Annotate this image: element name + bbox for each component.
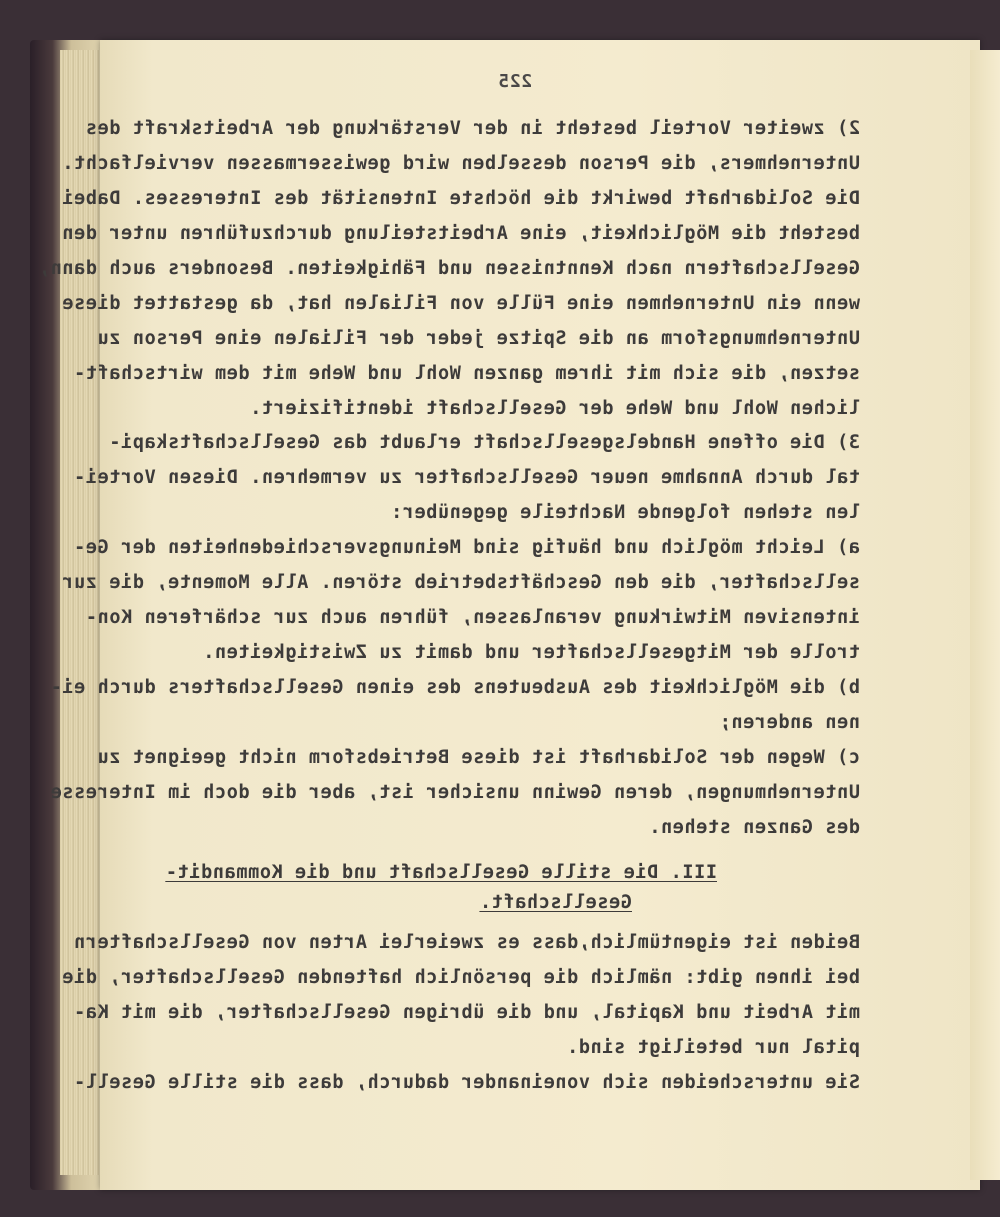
text-line: len stehen folgende Nachteile gegenüber:: [390, 502, 860, 523]
text-line: wenn ein Unternehmen eine Fülle von Filialen hat, da gestattet diese: [61, 293, 860, 314]
text-line: lichen Wohl und Wehe der Gesellschaft identifiziert.: [249, 398, 860, 419]
text-line: a) Leicht möglich und häufig sind Meinungsverschiedenheiten der Ge-: [73, 537, 860, 558]
text-line: 3) Die offene Handelsgesellschaft erlaubt das Gesellschaftskapi-: [108, 432, 860, 453]
text-line: pital nur beteiligt sind.: [566, 1037, 860, 1058]
text-line: bei ihnen gibt: nämlich die persönlich haftenden Gesellschafter, die: [61, 967, 860, 988]
text-line: nen anderen;: [719, 712, 860, 733]
text-line: des Ganzen stehen.: [648, 817, 860, 838]
text-line: besteht die Möglichkeit, eine Arbeitsteilung durchzuführen unter den: [61, 223, 860, 244]
text-line: 2) zweiter Vorteil besteht in der Verstärkung der Arbeitskraft des: [85, 118, 860, 139]
text-line: Sie unterscheiden sich voneinander dadurch, dass die stille Gesell-: [73, 1072, 860, 1093]
text-line: Unternehmungen, deren Gewinn unsicher ist, aber die doch im Interesse: [50, 782, 860, 803]
text-line: tal durch Annahme neuer Gesellschafter zu vermehren. Diesen Vortei-: [73, 467, 860, 488]
text-line: Beiden ist eigentümlich,dass es zweierlei Arten von Gesellschaftern: [73, 932, 860, 953]
text-line: intensiven Mitwirkung veranlassen, führen auch zur schärferen Kon-: [85, 607, 860, 628]
section-heading-continuation: Gesellschaft.: [479, 892, 632, 913]
text-line: trolle der Mitgesellschafter und damit zu Zwistigkeiten.: [202, 642, 860, 663]
text-line: Unternehmers, die Person desselben wird gewissermassen vervielfacht.: [61, 153, 860, 174]
text-line: mit Arbeit und Kapital, und die übrigen Gesellschafter, die mit Ka-: [73, 1002, 860, 1023]
text-line: Gesellschaftern nach Kenntnissen und Fähigkeiten. Besonders auch dann,: [38, 258, 860, 279]
text-line: setzen, die sich mit ihrem ganzen Wohl und Wehe mit dem wirtschaft-: [73, 363, 860, 384]
text-line: c) Wegen der Solidarhaft ist diese Betriebsform nicht geeignet zu: [97, 747, 860, 768]
text-line: sellschafter, die den Geschäftsbetrieb stören. Alle Momente, die zur: [61, 572, 860, 593]
text-line: Unternehmungsform an die Spitze jeder der Filialen eine Person zu: [97, 328, 860, 349]
text-line: b) die Möglichkeit des Ausbeutens des einen Gesellschafters durch ei-: [50, 677, 860, 698]
text-line: Die Solidarhaft bewirkt die höchste Intensität des Interesses. Dabei: [61, 188, 860, 209]
page-number: 225: [497, 71, 532, 92]
section-heading: III. Die stille Gesellschaft und die Kommandit-: [165, 862, 717, 883]
